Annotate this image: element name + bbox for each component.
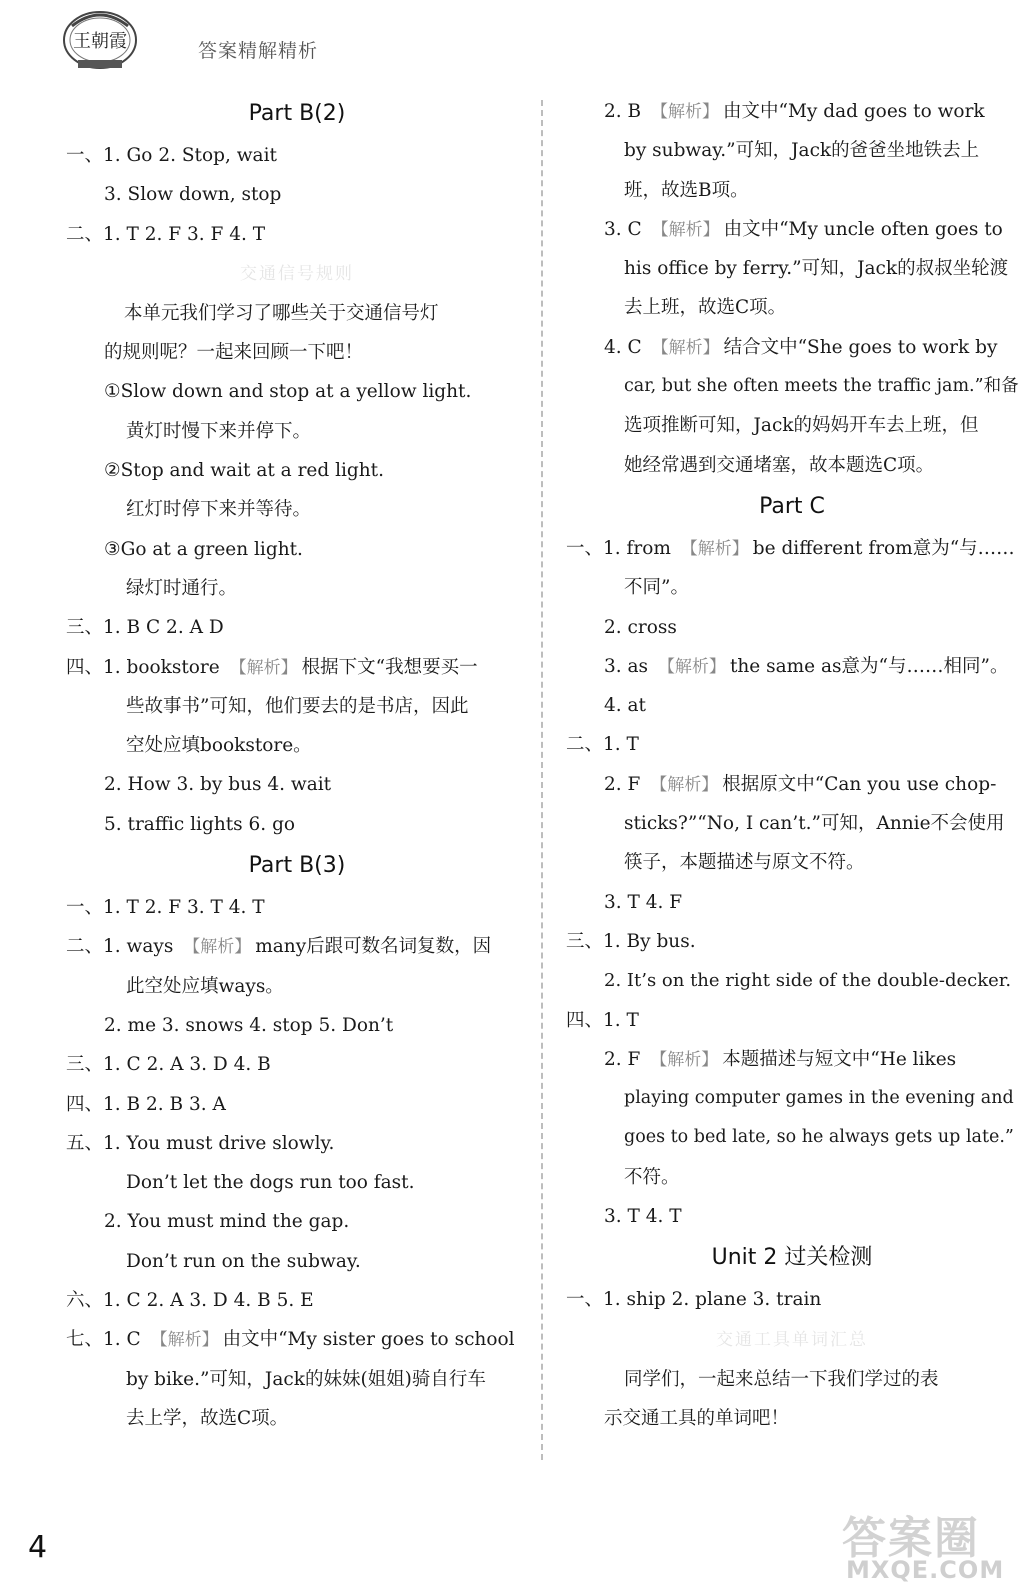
analysis-tag: 【解析】 <box>651 102 720 122</box>
section-heading: Part B(3) <box>248 853 346 879</box>
answer-line: 六、1. C 2. A 3. D 4. B 5. E <box>66 1290 314 1312</box>
analysis-tag: 【解析】 <box>650 1049 719 1070</box>
answer-line: ①Slow down and stop at a yellow light. <box>104 381 472 403</box>
answer-line: ③Go at a green light. <box>104 538 303 560</box>
answer-line: 此空处应填ways。 <box>126 975 284 997</box>
answer-line <box>566 1040 1018 1079</box>
answer-line: 本单元我们学习了哪些关于交通信号灯 <box>124 302 439 324</box>
answer-text: 2. F <box>604 773 647 795</box>
answer-text: 4. C <box>604 336 648 358</box>
answer-text: 二、1. ways <box>66 936 180 958</box>
answer-line <box>566 210 1018 249</box>
answer-line: 班，故选B项。 <box>624 179 749 201</box>
analysis-text: be different from意为“与…… <box>752 537 1015 559</box>
section-heading: Part B(2) <box>248 101 346 126</box>
answer-line <box>566 529 1018 568</box>
answer-line <box>566 765 1018 804</box>
answer-line: 2. me 3. snows 4. stop 5. Don’t <box>104 1014 394 1036</box>
answer-line: 不同”。 <box>624 577 689 599</box>
answer-line: 3. T 4. T <box>604 1206 682 1228</box>
answer-line: ②Stop and wait at a red light. <box>104 460 384 482</box>
answer-line: 去上班，故选C项。 <box>624 297 787 319</box>
right-column <box>566 92 1018 1438</box>
answer-text: 3. as <box>604 655 654 677</box>
analysis-text: 根据原文中“Can you use chop- <box>722 773 997 795</box>
analysis-text: 本题描述与短文中“He likes <box>722 1048 957 1070</box>
analysis-tag: 【解析】 <box>651 219 720 240</box>
answer-line: car, but she often meets the traffic jam.”和备 <box>624 376 1019 397</box>
answer-line: 2. cross <box>604 616 677 638</box>
answer-line: 一、1. Go 2. Stop, wait <box>66 145 277 166</box>
answer-line: playing computer games in the evening and <box>624 1088 1014 1109</box>
analysis-text: 由文中“My dad goes to work <box>723 101 985 122</box>
answer-line: Don’t run on the subway. <box>126 1250 361 1272</box>
answer-line: 2. You must mind the gap. <box>104 1211 350 1233</box>
answer-line: 些故事书”可知，他们要去的是书店，因此 <box>126 695 469 717</box>
answer-line: 二、1. T 2. F 3. F 4. T <box>66 223 266 245</box>
answer-line: 4. at <box>604 695 646 717</box>
answer-line: 2. How 3. by bus 4. wait <box>104 774 332 796</box>
analysis-tag: 【解析】 <box>650 774 719 795</box>
answer-line: 三、1. By bus. <box>566 930 696 952</box>
faded-banner: 交通工具单词汇总 <box>716 1329 868 1350</box>
answer-text: 3. C <box>604 218 648 240</box>
answer-line: 绿灯时通行。 <box>126 577 238 599</box>
watermark-bottom: MXQE.COM <box>846 1556 1005 1584</box>
answer-line: sticks?”“No, I can’t.”可知，Annie不会使用 <box>624 813 1005 835</box>
answer-line: 红灯时停下来并等待。 <box>126 499 312 521</box>
answer-text: 四、1. bookstore <box>66 656 226 678</box>
section-heading: Part C <box>759 493 825 519</box>
answer-line: Don’t let the dogs run too fast. <box>126 1172 415 1194</box>
answer-line: 一、1. T 2. F 3. T 4. T <box>66 897 265 919</box>
answer-line <box>66 648 528 687</box>
answer-line: 的规则呢？一起来回顾一下吧！ <box>104 342 364 364</box>
page-header <box>0 0 1032 80</box>
answer-line: 2. It’s on the right side of the double-decker. <box>604 970 1012 992</box>
answer-line: 5. traffic lights 6. go <box>104 813 296 835</box>
left-column <box>66 92 528 1438</box>
answer-line: 同学们，一起来总结一下我们学过的表 <box>624 1368 939 1390</box>
answer-line: 二、1. T <box>566 734 639 756</box>
answer-line: 一、1. ship 2. plane 3. train <box>566 1289 822 1311</box>
analysis-tag: 【解析】 <box>183 937 252 958</box>
answer-line: 空处应填bookstore。 <box>126 735 312 757</box>
wangzhaoxia-logo-icon <box>58 6 142 74</box>
analysis-tag: 【解析】 <box>651 337 720 358</box>
answer-line <box>566 328 1018 367</box>
answer-line: 不符。 <box>624 1166 680 1188</box>
analysis-text: 由文中“My sister goes to school <box>222 1329 515 1351</box>
answer-line: 她经常遇到交通堵塞，故本题选C项。 <box>624 454 935 476</box>
analysis-text: many后跟可数名词复数，因 <box>255 936 492 958</box>
site-watermark <box>828 1500 1018 1590</box>
answer-line: 四、1. T <box>566 1009 639 1031</box>
answer-line <box>566 647 1018 686</box>
watermark-top: 答案圈 <box>842 1513 980 1564</box>
column-divider <box>541 100 543 1460</box>
analysis-text: 由文中“My uncle often goes to <box>723 218 1003 240</box>
answer-text: 2. F <box>604 1048 647 1070</box>
answer-text: 一、1. from <box>566 537 677 559</box>
faded-banner: 交通信号规则 <box>240 263 354 284</box>
analysis-tag: 【解析】 <box>680 538 749 559</box>
answer-line: 黄灯时慢下来并停下。 <box>126 420 312 442</box>
answer-line: his office by ferry.”可知，Jack的叔叔坐轮渡 <box>624 258 1009 280</box>
answer-line: 选项推断可知，Jack的妈妈开车去上班，但 <box>624 415 979 437</box>
answer-line <box>66 1320 528 1359</box>
answer-line: 四、1. B 2. B 3. A <box>66 1093 226 1115</box>
answer-line: 三、1. B C 2. A D <box>66 617 224 639</box>
answer-line: by subway.”可知，Jack的爸爸坐地铁去上 <box>624 140 980 162</box>
answer-line: goes to bed late, so he always gets up late.” <box>624 1127 1014 1148</box>
analysis-text: 结合文中“She goes to work by <box>723 336 998 358</box>
answer-line: 3. Slow down, stop <box>104 184 282 206</box>
answer-text: 2. B <box>604 101 648 122</box>
analysis-text: the same as意为“与……相同”。 <box>729 655 1009 677</box>
answer-line <box>66 927 528 966</box>
section-heading: Unit 2 过关检测 <box>711 1245 873 1271</box>
page-number: 4 <box>28 1530 48 1565</box>
answer-line: 示交通工具的单词吧！ <box>604 1407 790 1429</box>
answer-line: 3. T 4. F <box>604 891 683 913</box>
answer-line: 五、1. You must drive slowly. <box>66 1132 335 1154</box>
logo-text: 王朝霞 <box>73 31 127 52</box>
answer-text: 七、1. C <box>66 1329 147 1351</box>
analysis-text: 根据下文“我想要买一 <box>301 656 478 678</box>
answer-line: 去上学，故选C项。 <box>126 1407 289 1429</box>
answer-line: 筷子，本题描述与原文不符。 <box>624 852 865 874</box>
analysis-tag: 【解析】 <box>150 1330 219 1351</box>
analysis-tag: 【解析】 <box>657 656 726 677</box>
analysis-tag: 【解析】 <box>229 657 298 678</box>
answer-line: 三、1. C 2. A 3. D 4. B <box>66 1054 271 1076</box>
answer-line: by bike.”可知，Jack的妹妹(姐姐)骑自行车 <box>126 1368 486 1390</box>
header-title: 答案精解精析 <box>198 40 319 62</box>
answer-line <box>566 92 1018 131</box>
